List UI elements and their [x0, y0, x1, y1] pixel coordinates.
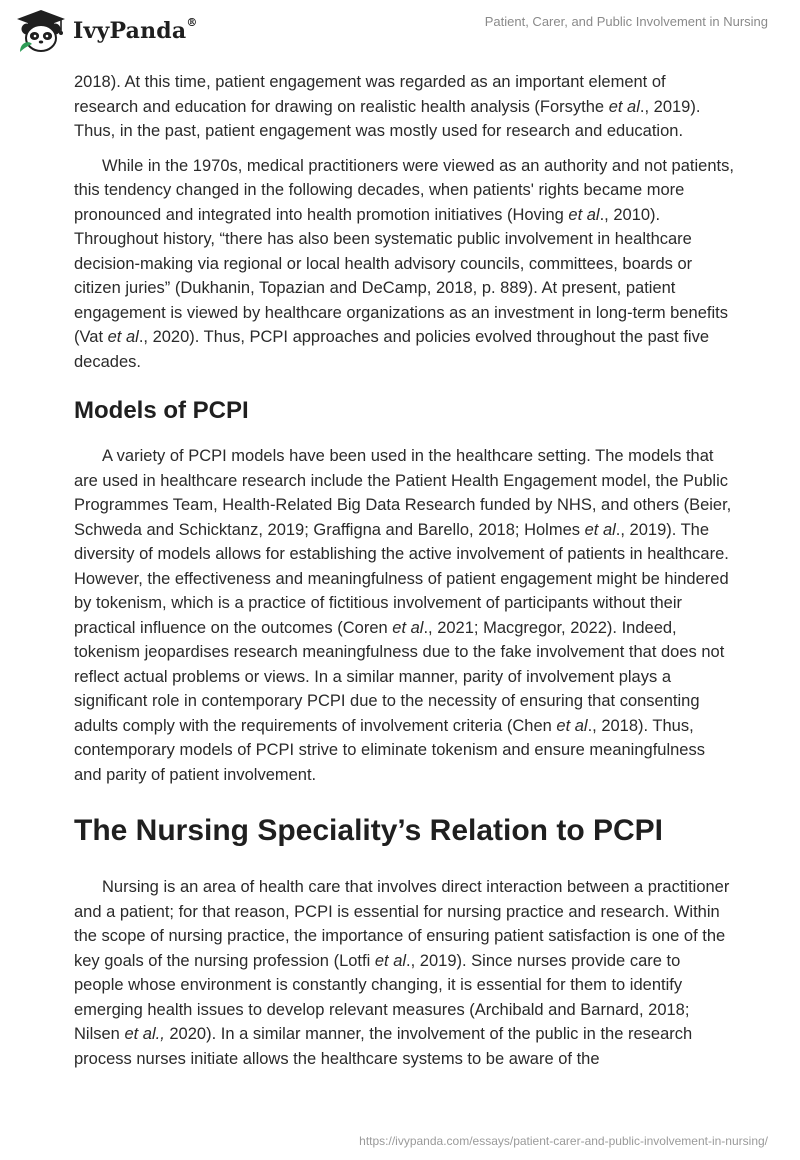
- paragraph: A variety of PCPI models have been used in the healthcare setting. The models that are used in healthcare research include the Patient Health Engagement model, the Public Programmes Team, Health-Related Big Data Research funded by NHS, and others (Beier, Schweda and Schicktanz, 2019; Graffigna and Barello, 2018; Holmes et al., 2019). The diversity of models allows for establishing the active involvement of patients in healthcare. However, the effectiveness and meaningfulness of patient engagement might be hindered by tokenism, which is a practice of fictitious involvement of participants without their practical influence on the outcomes (Coren et al., 2021; Macgregor, 2022). Indeed, tokenism jeopardises research meaningfulness due to the fake involvement that does not reflect actual problems or views. In a similar manner, parity of involvement plays a significant role in contemporary PCPI due to the necessity of ensuring that consenting adults comply with the requirements of involvement criteria (Chen et al., 2018). Thus, contemporary models of PCPI strive to eliminate tokenism and ensure meaningfulness and parity of patient involvement.: [74, 447, 732, 784]
- article-body: [74, 70, 734, 1081]
- section-heading-nursing: The Nursing Speciality’s Relation to PCPI: [74, 814, 663, 847]
- page-header: [0, 0, 800, 68]
- paragraph: 2018). At this time, patient engagement was regarded as an important element of research and education for drawing on realistic health analysis (Forsythe et al., 2019). Thus, in the past, patient engagement was mostly used for research and education.: [74, 73, 701, 140]
- paragraph: While in the 1970s, medical practitioners were viewed as an authority and not patients, this tendency changed in the following decades, when patients' rights became more pronounced and integrated into health promotion initiatives (Hoving et al., 2010). Throughout history, “there has also been systematic public involvement in healthcare decision-making via regional or local health advisory councils, committees, boards or citizen juries” (Dukhanin, Topazian and DeCamp, 2018, p. 889). At present, patient engagement is viewed by healthcare organizations as an investment in long-term benefits (Vat et al., 2020). Thus, PCPI approaches and policies evolved throughout the past five decades.: [74, 156, 734, 371]
- ivypanda-logo[interactable]: [15, 8, 198, 54]
- document-title: Patient, Carer, and Public Involvement in Nursing: [484, 14, 768, 29]
- section-heading-models: Models of PCPI: [74, 397, 249, 424]
- brand-name: IvyPanda®: [73, 16, 198, 44]
- footer-url-link[interactable]: https://ivypanda.com/essays/patient-carer-and-public-involvement-in-nursing/: [359, 1134, 768, 1148]
- panda-graduate-icon: [15, 8, 67, 54]
- paragraph: Nursing is an area of health care that involves direct interaction between a practitioner and a patient; for that reason, PCPI is essential for nursing practice and research. Within the scope of nursing practice, the importance of ensuring patient satisfaction is one of the key goals of the nursing profession (Lotfi et al., 2019). Since nurses provide care to people whose environment is constantly changing, it is essential for them to identify emerging health issues to develop relevant measures (Archibald and Barnard, 2018; Nilsen et al., 2020). In a similar manner, the involvement of the public in the research process nurses initiate allows the healthcare systems to be aware of the: [74, 878, 730, 1068]
